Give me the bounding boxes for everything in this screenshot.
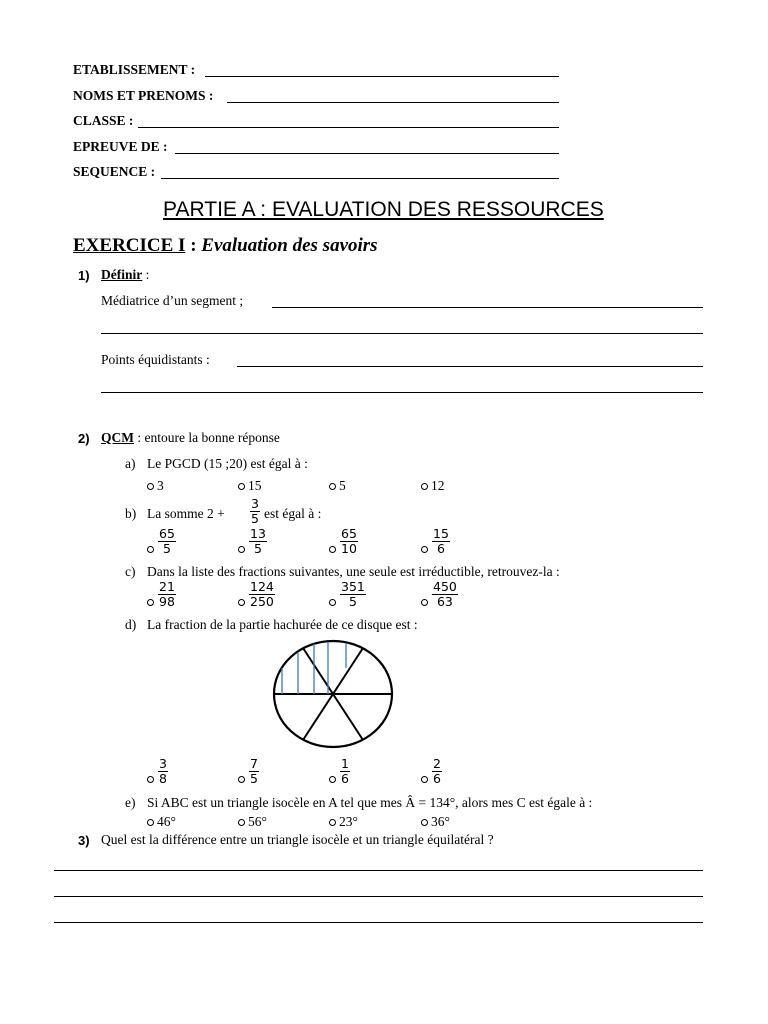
q1-number: 1): [78, 268, 90, 283]
q2b-text-after: est égal à :: [264, 506, 322, 521]
q2d-letter: d): [125, 617, 137, 632]
q2d-option-3[interactable]: $\frac{1}{6}$: [341, 756, 349, 786]
q2e-option-4[interactable]: 36°: [421, 814, 450, 830]
q2a-letter: a): [125, 456, 136, 471]
field-etablissement-line[interactable]: [205, 76, 559, 77]
q2d-option-1[interactable]: $\frac{3}{8}$: [159, 756, 167, 786]
q2c-option-4[interactable]: $\frac{450}{63}$: [433, 579, 457, 609]
field-noms-line[interactable]: [227, 102, 559, 103]
q2d-option-3-marker[interactable]: [329, 771, 339, 787]
radio-circle-icon: [238, 776, 245, 783]
q1-answer-line-4[interactable]: [101, 392, 703, 393]
q2a-text: Le PGCD (15 ;20) est égal à :: [147, 456, 308, 471]
q2d-option-2[interactable]: $\frac{7}{5}$: [250, 756, 258, 786]
q2b-option-4[interactable]: $\frac{15}{6}$: [433, 526, 449, 556]
q2b-option-2[interactable]: $\frac{13}{5}$: [250, 526, 266, 556]
q2a-option-2[interactable]: 15: [238, 478, 262, 494]
field-classe-label: CLASSE :: [73, 113, 134, 128]
field-epreuve-line[interactable]: [175, 153, 559, 154]
radio-circle-icon: [238, 819, 245, 826]
q3-answer-line-2[interactable]: [54, 896, 703, 897]
exercise-label: EXERCICE I: [73, 235, 186, 256]
hatched-disk-figure: [270, 637, 396, 751]
radio-circle-icon: [421, 483, 428, 490]
q1-answer-line-1[interactable]: [272, 307, 703, 308]
radio-circle-icon: [329, 776, 336, 783]
q2c-option-4-marker[interactable]: [421, 594, 431, 610]
q2e-text: Si ABC est un triangle isocèle en A tel que mes Â = 134°, alors mes C est égale à :: [147, 795, 593, 810]
radio-circle-icon: [329, 483, 336, 490]
q1-suffix: :: [142, 267, 150, 282]
q2e-option-2[interactable]: 56°: [238, 814, 267, 830]
radio-circle-icon: [421, 546, 428, 553]
radio-circle-icon: [147, 599, 154, 606]
field-sequence-line[interactable]: [161, 178, 559, 179]
q2b-option-3[interactable]: $\frac{65}{10}$: [341, 526, 357, 556]
exercise-subtitle: Evaluation des savoirs: [201, 235, 378, 256]
exercise-sep: :: [185, 235, 202, 256]
field-noms-label: NOMS ET PRENOMS :: [73, 88, 214, 103]
q2c-option-1-marker[interactable]: [147, 594, 157, 610]
exercise-heading: [73, 235, 378, 257]
radio-circle-icon: [147, 483, 154, 490]
q2d-option-1-marker[interactable]: [147, 771, 157, 787]
q2d-option-4-marker[interactable]: [421, 771, 431, 787]
q1-answer-line-3[interactable]: [237, 366, 703, 367]
q2b-text-before: La somme 2 +: [147, 506, 225, 521]
q2c-text: Dans la liste des fractions suivantes, une seule est irréductible, retrouvez-la :: [147, 564, 560, 579]
radio-circle-icon: [329, 819, 336, 826]
q3-answer-line-1[interactable]: [54, 870, 703, 871]
radio-circle-icon: [238, 483, 245, 490]
q2d-option-4[interactable]: $\frac{2}{6}$: [433, 756, 441, 786]
q2-label: QCM: [101, 430, 134, 445]
q2a-option-1[interactable]: 3: [147, 478, 164, 494]
radio-circle-icon: [421, 599, 428, 606]
disk-hatching: [282, 642, 346, 694]
field-etablissement-label: ETABLISSEMENT :: [73, 62, 196, 77]
q2c-option-3-marker[interactable]: [329, 594, 339, 610]
q3-text: Quel est la différence entre un triangle isocèle et un triangle équilatéral ?: [101, 832, 494, 847]
radio-circle-icon: [329, 599, 336, 606]
q1-heading: [101, 267, 149, 283]
q2c-option-3[interactable]: $\frac{351}{5}$: [341, 579, 365, 609]
q2c-option-2[interactable]: $\frac{124}{250}$: [250, 579, 274, 609]
q2-suffix: : entoure la bonne réponse: [134, 430, 280, 445]
q2b-option-1-marker[interactable]: [147, 541, 157, 557]
q3-number: 3): [78, 833, 90, 848]
q2b-inline-fraction: $\frac{3}{5}$: [251, 496, 259, 526]
q2a-option-3[interactable]: 5: [329, 478, 346, 494]
q2a-option-4[interactable]: 12: [421, 478, 445, 494]
q2e-letter: e): [125, 795, 136, 810]
q2e-option-3[interactable]: 23°: [329, 814, 358, 830]
radio-circle-icon: [329, 546, 336, 553]
q2b-letter: b): [125, 506, 137, 521]
q2d-text: La fraction de la partie hachurée de ce disque est :: [147, 617, 418, 632]
q2b-option-2-marker[interactable]: [238, 541, 248, 557]
q2c-letter: c): [125, 564, 136, 579]
field-epreuve-label: EPREUVE DE :: [73, 139, 168, 154]
q2-number: 2): [78, 431, 90, 446]
q1-label: Définir: [101, 267, 143, 282]
field-sequence-label: SEQUENCE :: [73, 164, 156, 179]
q2c-option-2-marker[interactable]: [238, 594, 248, 610]
radio-circle-icon: [421, 776, 428, 783]
q2c-option-1[interactable]: $\frac{21}{98}$: [159, 579, 175, 609]
radio-circle-icon: [238, 599, 245, 606]
q2e-option-1[interactable]: 46°: [147, 814, 176, 830]
radio-circle-icon: [238, 546, 245, 553]
q3-answer-line-3[interactable]: [54, 922, 703, 923]
radio-circle-icon: [147, 776, 154, 783]
q1-item-mediatrice: Médiatrice d’un segment ;: [101, 293, 244, 308]
q2d-option-2-marker[interactable]: [238, 771, 248, 787]
q1-answer-line-2[interactable]: [101, 333, 703, 334]
field-classe-line[interactable]: [138, 127, 559, 128]
radio-circle-icon: [147, 819, 154, 826]
radio-circle-icon: [147, 546, 154, 553]
page-title: PARTIE A : EVALUATION DES RESSOURCES: [163, 198, 604, 221]
q2b-option-4-marker[interactable]: [421, 541, 431, 557]
q2-heading: [101, 430, 280, 446]
radio-circle-icon: [421, 819, 428, 826]
q2b-option-1[interactable]: $\frac{65}{5}$: [159, 526, 175, 556]
q1-item-points: Points équidistants :: [101, 352, 210, 367]
q2b-option-3-marker[interactable]: [329, 541, 339, 557]
